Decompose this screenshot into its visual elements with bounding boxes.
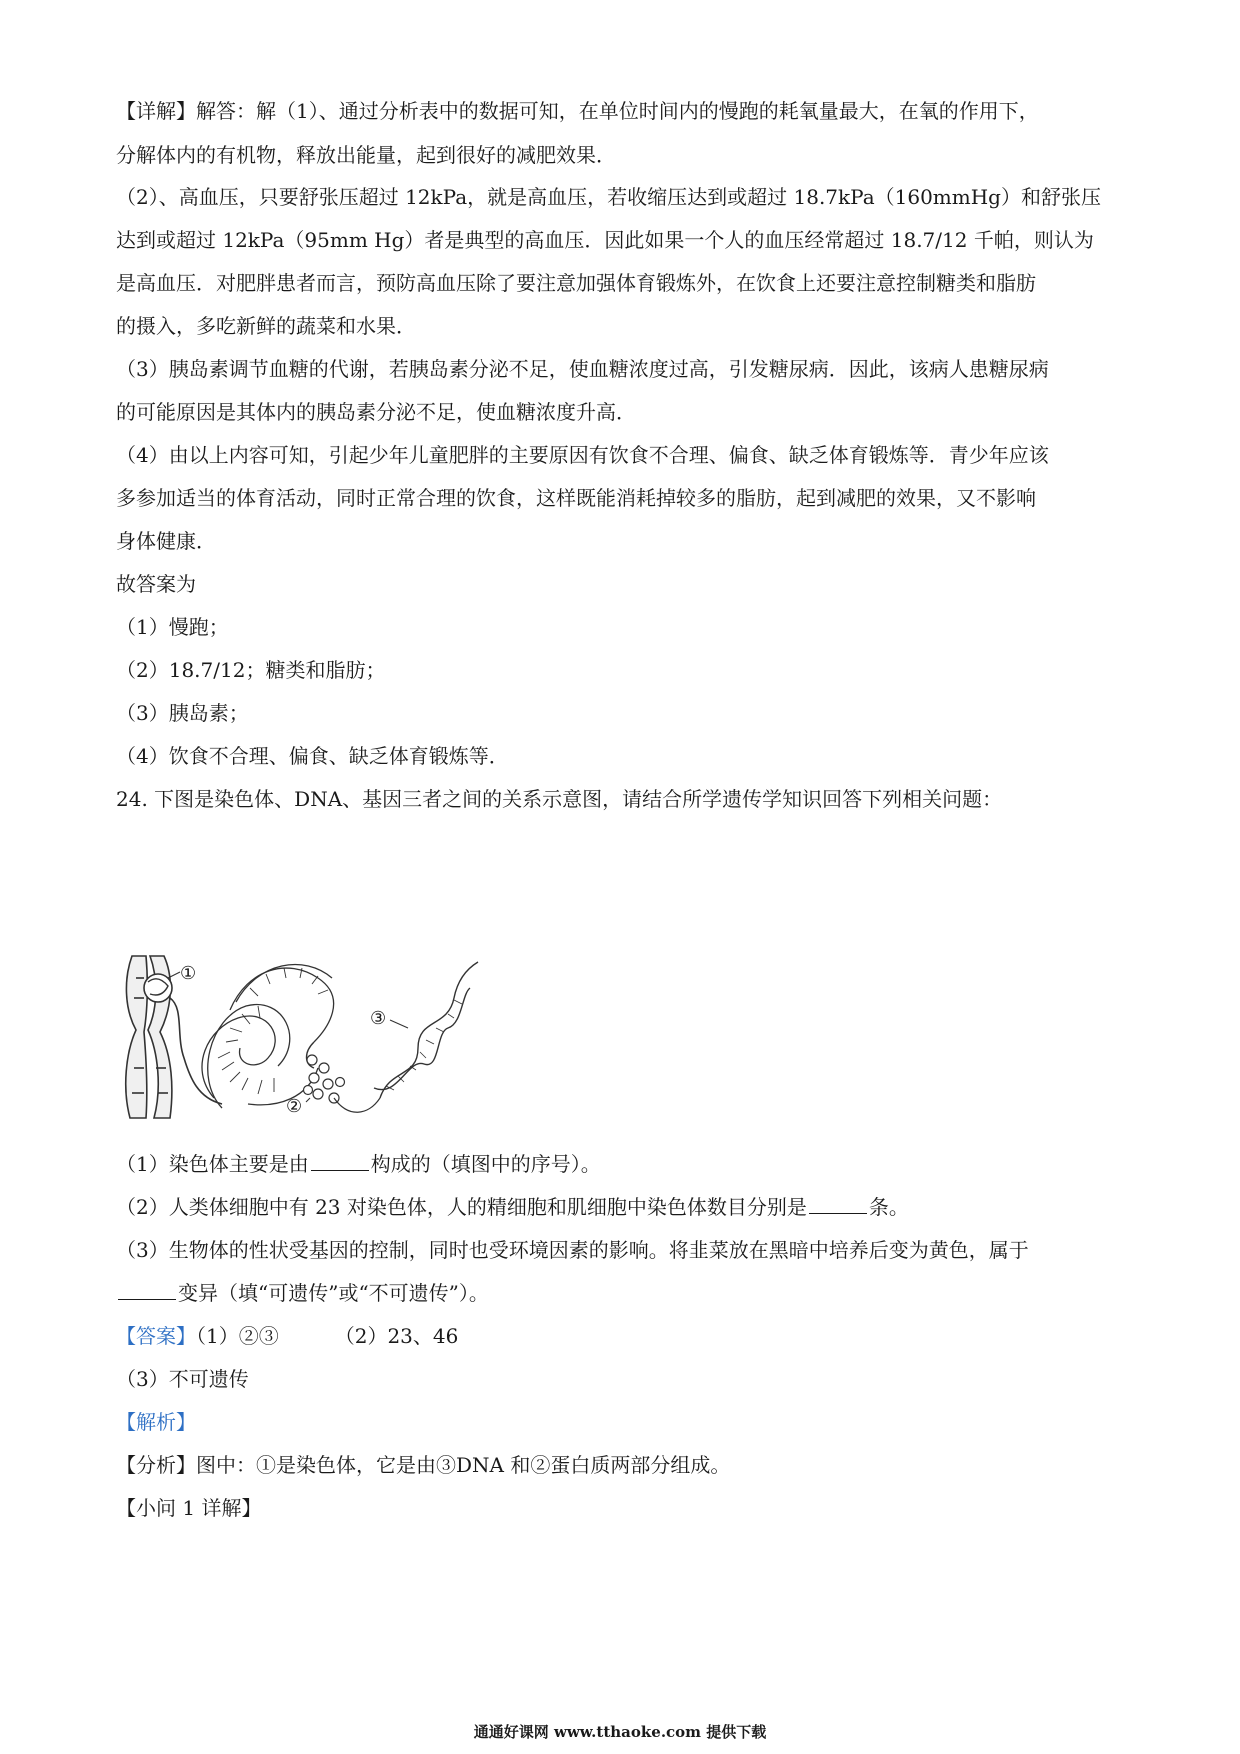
page-footer: 通通好课网 www.tthaoke.com 提供下载 <box>473 1723 767 1741</box>
figure-label-1: ① <box>180 963 197 984</box>
detail-header: 【详解】 <box>116 99 196 123</box>
answer-line <box>116 1322 1136 1350</box>
figure-label-2: ② <box>286 1096 303 1117</box>
answer-summary-item-3: （3）胰岛素； <box>116 701 249 725</box>
answer-summary-item-1: （1）慢跑； <box>116 615 229 639</box>
fenxi-line <box>116 1451 1136 1479</box>
detail-line-2: 分解体内的有机物，释放出能量，起到很好的减肥效果． <box>116 143 616 167</box>
question-24-stem: 24. 下图是染色体、DNA、基因三者之间的关系示意图，请结合所学遗传学知识回答下列相关问题： <box>116 787 1003 811</box>
q3-text-after: 变异（填“可遗传”或“不可遗传”）。 <box>178 1281 489 1305</box>
fenxi-label: 【分析】 <box>116 1453 196 1477</box>
sub-question-1-detail-label: 【小问 1 详解】 <box>116 1496 262 1520</box>
answer-summary-item-2: （2）18.7/12；糖类和脂肪； <box>116 658 386 682</box>
q2-text-after: 条。 <box>868 1195 909 1219</box>
answer-part-3: （3）不可遗传 <box>116 1367 249 1391</box>
detail-line-4: 达到或超过 12kPa（95mm Hg）者是典型的高血压．因此如果一个人的血压经常超过 18.7/12 千帕，则认为 <box>116 228 1094 252</box>
q2-answer-blank[interactable] <box>809 1195 867 1214</box>
nucleosome-beads <box>304 1055 345 1103</box>
detail-line-3: （2）、高血压，只要舒张压超过 12kPa，就是高血压，若收缩压达到或超过 18.7kPa（160mmHg）和舒张压 <box>116 185 1101 209</box>
coiled-chromatin <box>202 965 334 1109</box>
question-24-part-3-line-1: （3）生物体的性状受基因的控制，同时也受环境因素的影响。将韭菜放在黑暗中培养后变为黄色，属于 <box>116 1238 1029 1262</box>
q1-text-after: 构成的（填图中的序号）。 <box>370 1152 601 1176</box>
answer-part-1: （1）②③ <box>196 1324 279 1348</box>
detail-line-8: 的可能原因是其体内的胰岛素分泌不足，使血糖浓度升高． <box>116 400 636 424</box>
detail-line-10: 多参加适当的体育活动，同时正常合理的饮食，这样既能消耗掉较多的脂肪，起到减肥的效果，又不影响 <box>116 486 1036 510</box>
chromosome-dna-figure <box>118 948 488 1120</box>
answer-summary-item-4: （4）饮食不合理、偏食、缺乏体育锻炼等． <box>116 744 509 768</box>
q1-text-before: （1）染色体主要是由 <box>116 1152 309 1176</box>
q3-answer-blank[interactable] <box>118 1281 176 1300</box>
answer-label: 【答案】 <box>116 1324 196 1348</box>
detail-line-9: （4）由以上内容可知，引起少年儿童肥胖的主要原因有饮食不合理、偏食、缺乏体育锻炼等．青少年应该 <box>116 443 1049 467</box>
analysis-label: 【解析】 <box>116 1410 196 1434</box>
q1-answer-blank[interactable] <box>311 1152 369 1171</box>
question-24-part-3-line-2 <box>116 1279 1136 1307</box>
detail-line-5: 是高血压．对肥胖患者而言，预防高血压除了要注意加强体育锻炼外，在饮食上还要注意控制糖类和脂肪 <box>116 271 1036 295</box>
detail-line-1 <box>116 97 1136 125</box>
detail-line-7: （3）胰岛素调节血糖的代谢，若胰岛素分泌不足，使血糖浓度过高，引发糖尿病．因此，该病人患糖尿病 <box>116 357 1049 381</box>
figure-label-3: ③ <box>370 1008 387 1029</box>
dna-double-helix <box>374 962 478 1098</box>
answer-part-2: （2）23、46 <box>334 1324 459 1348</box>
detail-text: 解答：解（1）、通过分析表中的数据可知，在单位时间内的慢跑的耗氧量最大，在氧的作用下， <box>196 99 1039 123</box>
detail-line-6: 的摄入，多吃新鲜的蔬菜和水果． <box>116 314 416 338</box>
question-24-part-2 <box>116 1193 1136 1221</box>
q2-text-before: （2）人类体细胞中有 23 对染色体，人的精细胞和肌细胞中染色体数目分别是 <box>116 1195 807 1219</box>
fenxi-text: 图中：①是染色体，它是由③DNA 和②蛋白质两部分组成。 <box>196 1453 731 1477</box>
question-24-part-1 <box>116 1150 1136 1178</box>
detail-line-11: 身体健康． <box>116 529 216 553</box>
answer-summary-intro: 故答案为 <box>116 572 196 596</box>
